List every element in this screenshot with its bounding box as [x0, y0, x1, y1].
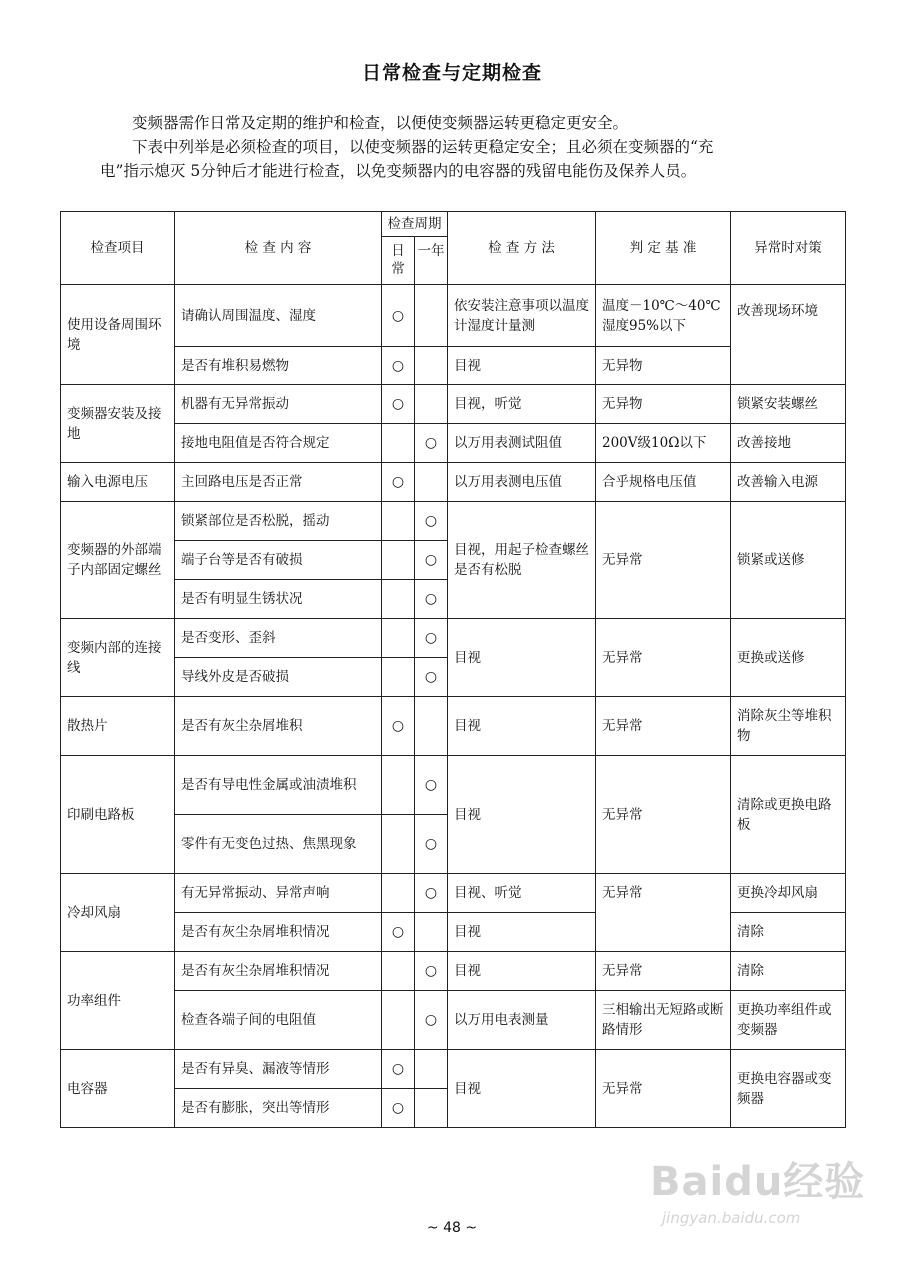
content-cell: 有无异常振动、异常声响: [175, 874, 382, 913]
item-cell: 使用设备周围环境: [61, 285, 175, 385]
watermark-url: jingyan.baidu.com: [662, 1209, 801, 1227]
action-cell: 消除灰尘等堆积物: [731, 697, 846, 756]
yearly-mark: ○: [415, 815, 448, 874]
header-action: 异常时对策: [731, 212, 846, 285]
action-cell: 清除: [731, 952, 846, 991]
intro-paragraph-1: 变频器需作日常及定期的维护和检查，以便使变频器运转更稳定更安全。: [132, 114, 629, 132]
item-cell: 散热片: [61, 697, 175, 756]
method-cell: 以万用电表测量: [448, 991, 596, 1050]
criteria-cell: 无异常: [596, 756, 731, 874]
daily-mark: [382, 815, 415, 874]
yearly-mark: ○: [415, 658, 448, 697]
item-cell: 变频内部的连接线: [61, 619, 175, 697]
content-cell: 零件有无变色过热、焦黑现象: [175, 815, 382, 874]
content-cell: 检查各端子间的电阻值: [175, 991, 382, 1050]
method-cell: 目视: [448, 1050, 596, 1128]
yearly-mark: ○: [415, 502, 448, 541]
yearly-mark: [415, 385, 448, 424]
yearly-mark: ○: [415, 619, 448, 658]
daily-mark: [382, 991, 415, 1050]
daily-mark: ○: [382, 1050, 415, 1089]
action-cell: 锁紧安装螺丝: [731, 385, 846, 424]
content-cell: 是否有导电性金属或油渍堆积: [175, 756, 382, 815]
content-cell: 端子台等是否有破损: [175, 541, 382, 580]
daily-mark: [382, 658, 415, 697]
daily-mark: [382, 424, 415, 463]
header-item: 检查项目: [61, 212, 175, 285]
daily-mark: [382, 541, 415, 580]
criteria-cell: 无异常: [596, 952, 731, 991]
criteria-cell: 三相输出无短路或断路情形: [596, 991, 731, 1050]
criteria-cell: 无异常: [596, 1050, 731, 1128]
daily-mark: [382, 756, 415, 815]
action-cell: 更换电容器或变频器: [731, 1050, 846, 1128]
method-cell: 目视: [448, 347, 596, 385]
content-cell: 是否有灰尘杂屑堆积: [175, 697, 382, 756]
action-cell: 更换或送修: [731, 619, 846, 697]
header-content: 检 查 内 容: [175, 212, 382, 285]
method-cell: 目视: [448, 756, 596, 874]
criteria-cell: 200V级10Ω以下: [596, 424, 731, 463]
action-cell: 改善接地: [731, 424, 846, 463]
action-cell: 改善输入电源: [731, 463, 846, 502]
yearly-mark: ○: [415, 756, 448, 815]
daily-mark: ○: [382, 913, 415, 952]
yearly-mark: ○: [415, 580, 448, 619]
method-cell: 以万用表测电压值: [448, 463, 596, 502]
content-cell: 导线外皮是否破损: [175, 658, 382, 697]
yearly-mark: ○: [415, 952, 448, 991]
page-title: 日常检查与定期检查: [361, 62, 542, 84]
action-cell: 锁紧或送修: [731, 502, 846, 619]
content-cell: 是否有异臭、漏液等情形: [175, 1050, 382, 1089]
intro-paragraph-2: 下表中列举是必须检查的项目，以使变频器的运转更稳定安全；且必须在变频器的“充: [132, 138, 714, 156]
action-cell: 清除: [731, 913, 846, 952]
yearly-mark: [415, 347, 448, 385]
content-cell: 是否有灰尘杂屑堆积情况: [175, 913, 382, 952]
header-method: 检 查 方 法: [448, 212, 596, 285]
yearly-mark: ○: [415, 424, 448, 463]
content-cell: 是否变形、歪斜: [175, 619, 382, 658]
content-cell: 是否有膨胀，突出等情形: [175, 1089, 382, 1128]
item-cell: 印刷电路板: [61, 756, 175, 874]
daily-mark: [382, 502, 415, 541]
content-cell: 机器有无异常振动: [175, 385, 382, 424]
daily-mark: [382, 874, 415, 913]
criteria-cell: 合乎规格电压值: [596, 463, 731, 502]
header-yearly: 一年: [415, 237, 448, 285]
yearly-mark: [415, 463, 448, 502]
method-cell: 依安装注意事项以温度计湿度计量测: [448, 285, 596, 347]
daily-mark: ○: [382, 347, 415, 385]
daily-mark: ○: [382, 385, 415, 424]
method-cell: 目视，听觉: [448, 385, 596, 424]
method-cell: 目视，用起子检查螺丝是否有松脱: [448, 502, 596, 619]
method-cell: 目视: [448, 913, 596, 952]
daily-mark: ○: [382, 1089, 415, 1128]
item-cell: 变频器的外部端子内部固定螺丝: [61, 502, 175, 619]
item-cell: 功率组件: [61, 952, 175, 1050]
item-cell: 电容器: [61, 1050, 175, 1128]
action-cell: 改善现场环境: [731, 285, 846, 385]
content-cell: 请确认周围温度、湿度: [175, 285, 382, 347]
criteria-cell: 无异常: [596, 874, 731, 952]
action-cell: 更换冷却风扇: [731, 874, 846, 913]
daily-mark: [382, 580, 415, 619]
content-cell: 是否有堆积易燃物: [175, 347, 382, 385]
header-daily: 日常: [382, 237, 415, 285]
header-period: 检查周期: [382, 212, 448, 237]
action-cell: 清除或更换电路板: [731, 756, 846, 874]
content-cell: 接地电阻值是否符合规定: [175, 424, 382, 463]
criteria-cell: 无异物: [596, 347, 731, 385]
content-cell: 锁紧部位是否松脱，摇动: [175, 502, 382, 541]
daily-mark: ○: [382, 463, 415, 502]
page-number: ~ 48 ~: [426, 1220, 478, 1236]
yearly-mark: [415, 1050, 448, 1089]
yearly-mark: ○: [415, 874, 448, 913]
content-cell: 是否有灰尘杂屑堆积情况: [175, 952, 382, 991]
method-cell: 目视: [448, 619, 596, 697]
criteria-cell: 无异物: [596, 385, 731, 424]
daily-mark: ○: [382, 697, 415, 756]
criteria-cell: 无异常: [596, 697, 731, 756]
content-cell: 主回路电压是否正常: [175, 463, 382, 502]
yearly-mark: ○: [415, 991, 448, 1050]
item-cell: 输入电源电压: [61, 463, 175, 502]
method-cell: 目视: [448, 697, 596, 756]
yearly-mark: [415, 1089, 448, 1128]
method-cell: 以万用表测试阻值: [448, 424, 596, 463]
header-criteria: 判 定 基 准: [596, 212, 731, 285]
yearly-mark: [415, 285, 448, 347]
criteria-cell: 无异常: [596, 619, 731, 697]
item-cell: 冷却风扇: [61, 874, 175, 952]
intro-paragraph-3: 电”指示熄灭 5分钟后才能进行检查，以免变频器内的电容器的残留电能伤及保养人员。: [100, 162, 697, 180]
daily-mark: [382, 619, 415, 658]
item-cell: 变频器安装及接地: [61, 385, 175, 463]
inspection-table: [60, 211, 846, 1128]
daily-mark: ○: [382, 285, 415, 347]
yearly-mark: ○: [415, 541, 448, 580]
yearly-mark: [415, 697, 448, 756]
yearly-mark: [415, 913, 448, 952]
criteria-cell: 无异常: [596, 502, 731, 619]
criteria-cell: 温度－10℃～40℃ 湿度95%以下: [596, 285, 731, 347]
watermark-brand: Baidu经验: [650, 1159, 866, 1205]
method-cell: 目视: [448, 952, 596, 991]
content-cell: 是否有明显生锈状况: [175, 580, 382, 619]
method-cell: 目视、听觉: [448, 874, 596, 913]
daily-mark: [382, 952, 415, 991]
action-cell: 更换功率组件或变频器: [731, 991, 846, 1050]
